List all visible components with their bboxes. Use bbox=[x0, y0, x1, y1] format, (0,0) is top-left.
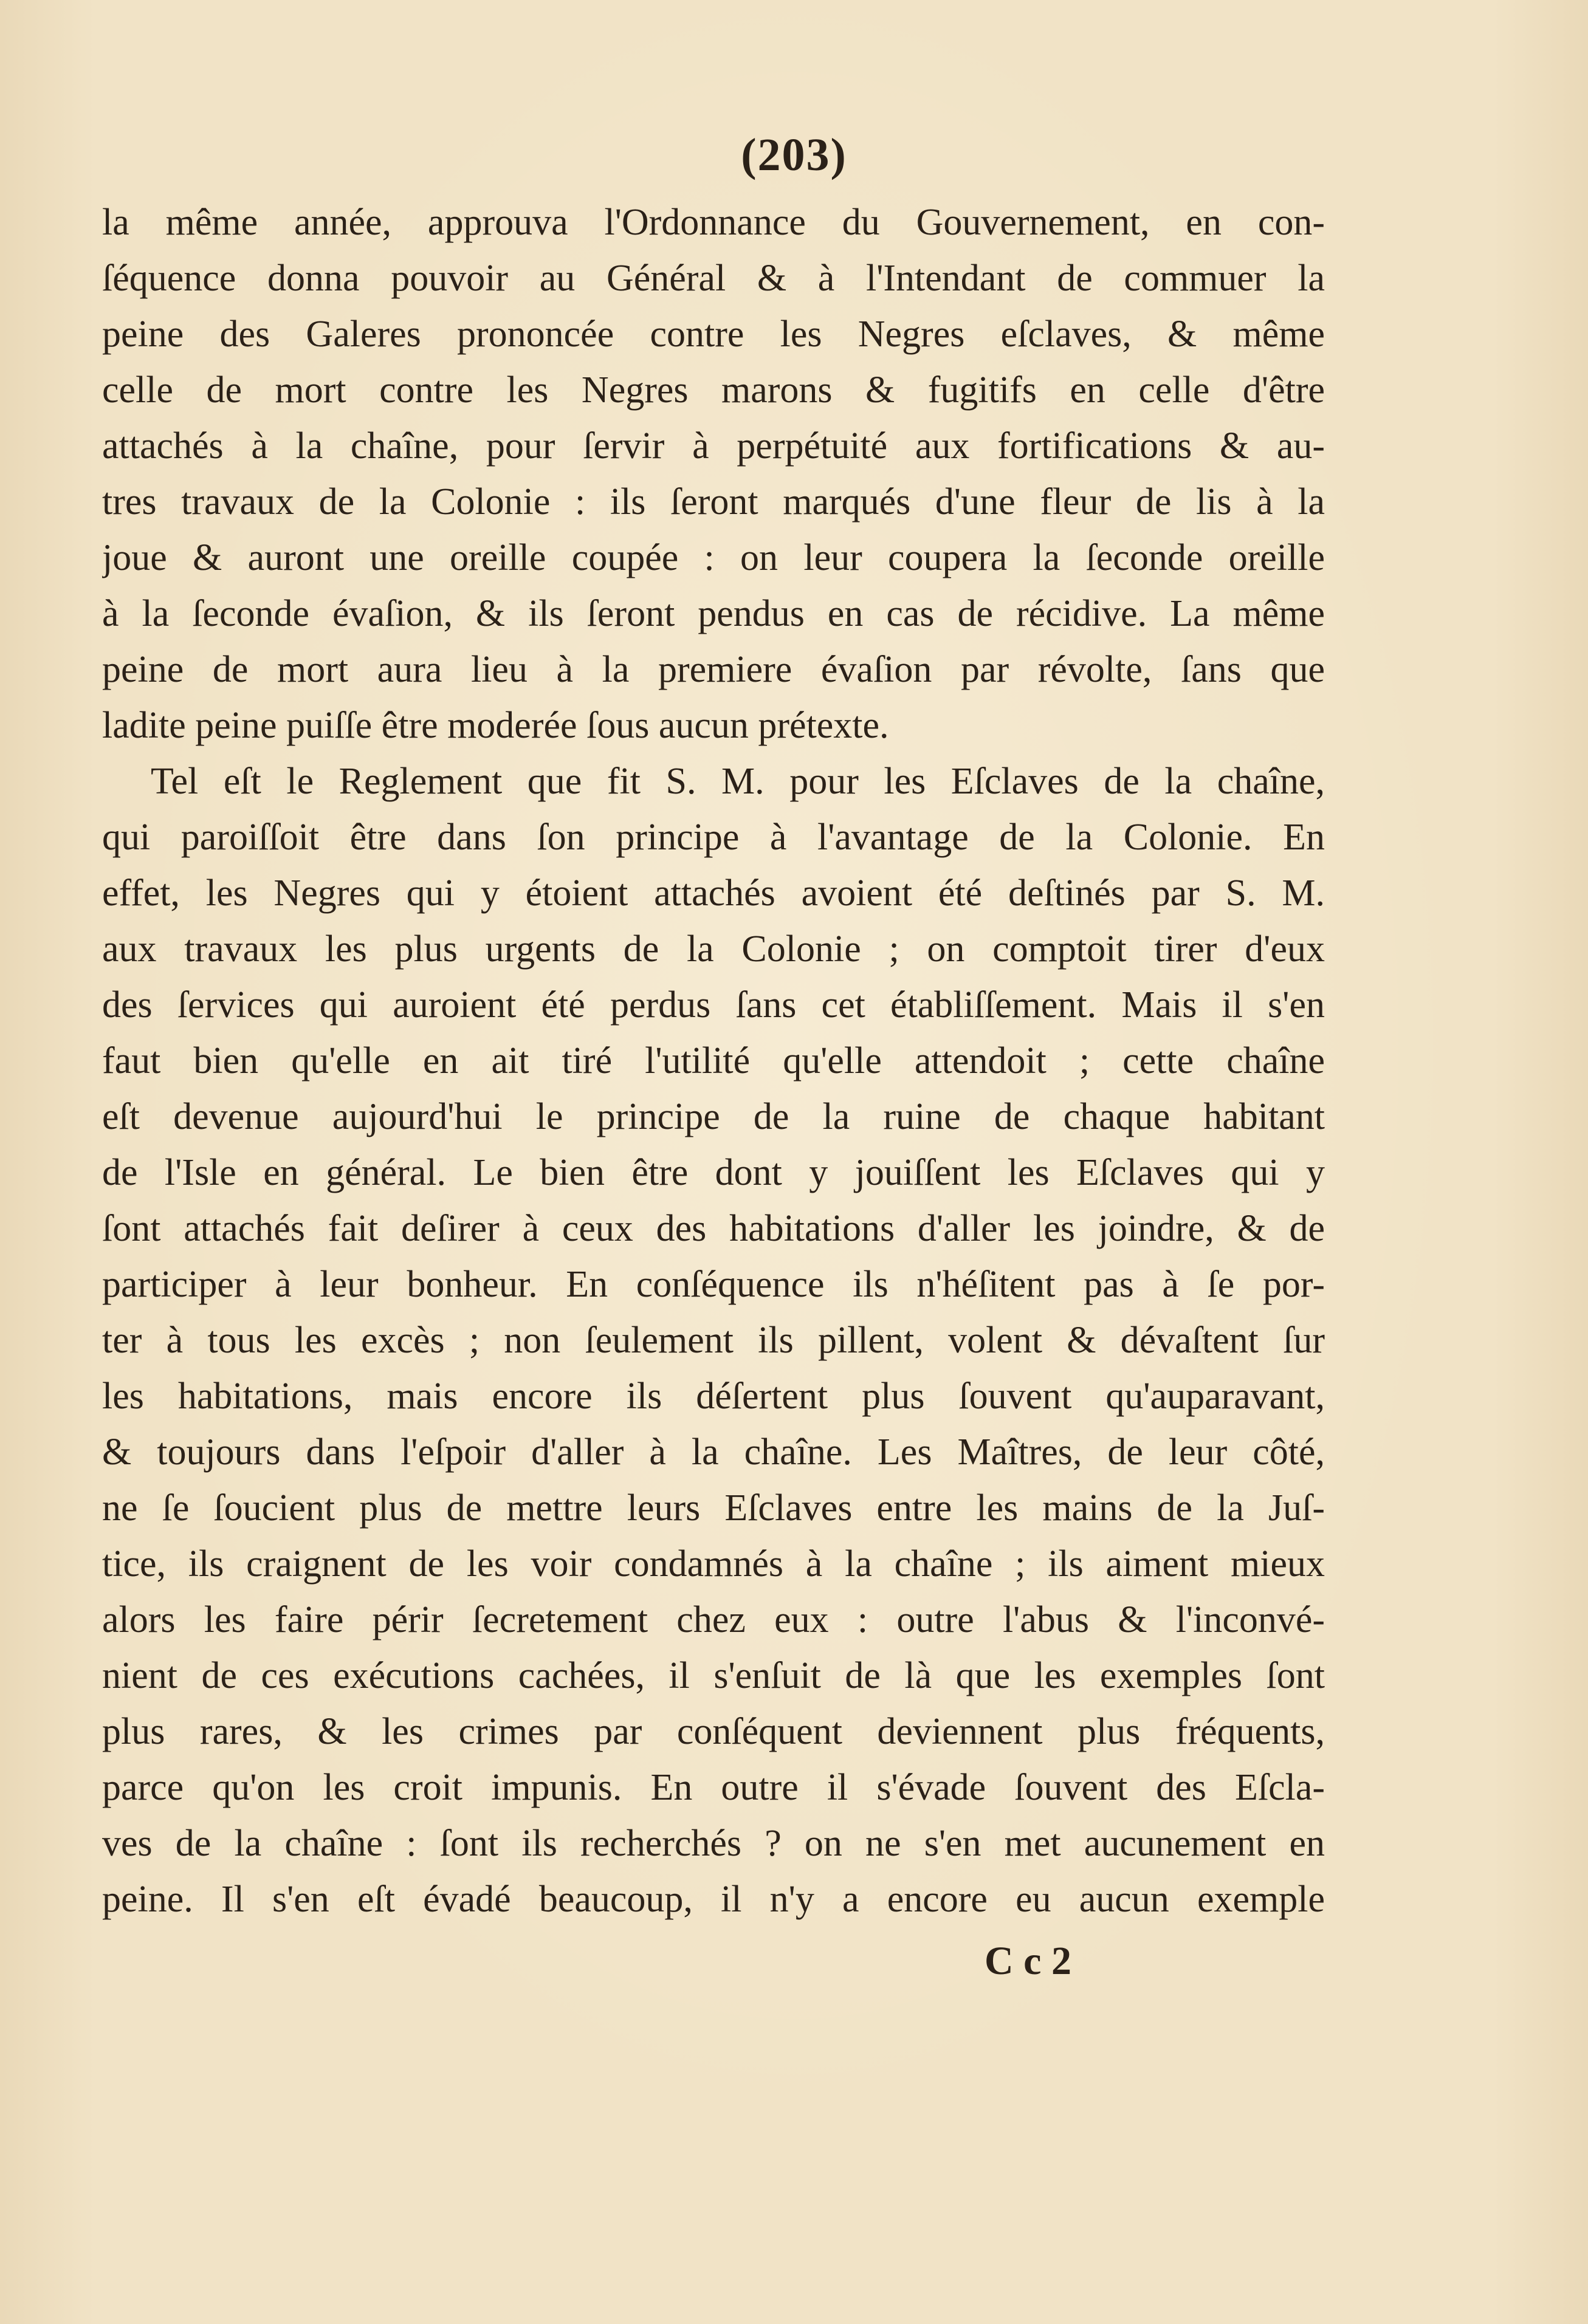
paragraph-first-line: Tel eſt le Reglement que fit S. M. pour les Eſclaves de la chaîne, bbox=[151, 761, 1325, 802]
text-line: ne ſe ſoucient plus de mettre leurs Eſclaves entre les mains de la Juſ- bbox=[102, 1487, 1325, 1529]
text-line: ves de la chaîne : ſont ils recherchés ? on ne s'en met aucunement en bbox=[102, 1823, 1325, 1864]
text-line: aux travaux les plus urgents de la Colonie ; on comptoit tirer d'eux bbox=[102, 928, 1325, 970]
text-line: plus rares, & les crimes par conſéquent deviennent plus fréquents, bbox=[102, 1711, 1325, 1752]
signature-mark: C c 2 bbox=[985, 1939, 1071, 1983]
text-line: des ſervices qui auroient été perdus ſans cet établiſſement. Mais il s'en bbox=[102, 984, 1325, 1026]
text-line: de l'Isle en général. Le bien être dont y jouiſſent les Eſclaves qui y bbox=[102, 1152, 1325, 1193]
text-line: peine. Il s'en eſt évadé beaucoup, il n'y a encore eu aucun exemple bbox=[102, 1879, 1325, 1920]
text-line: ſont attachés fait deſirer à ceux des habitations d'aller les joindre, & de bbox=[102, 1208, 1325, 1249]
text-line: attachés à la chaîne, pour ſervir à perpétuité aux fortifications & au- bbox=[102, 425, 1325, 467]
text-line: & toujours dans l'eſpoir d'aller à la chaîne. Les Maîtres, de leur côté, bbox=[102, 1431, 1325, 1473]
text-line: parce qu'on les croit impunis. En outre il s'évade ſouvent des Eſcla- bbox=[102, 1767, 1325, 1808]
text-line: celle de mort contre les Negres marons & fugitifs en celle d'être bbox=[102, 369, 1325, 411]
text-line: ter à tous les excès ; non ſeulement ils pillent, volent & dévaſtent ſur bbox=[102, 1320, 1325, 1361]
text-line: joue & auront une oreille coupée : on leur coupera la ſeconde oreille bbox=[102, 537, 1325, 578]
text-line: ladite peine puiſſe être moderée ſous aucun prétexte. bbox=[102, 705, 889, 746]
text-line: tres travaux de la Colonie : ils ſeront marqués d'une fleur de lis à la bbox=[102, 481, 1325, 523]
text-line: ſéquence donna pouvoir au Général & à l'Intendant de commuer la bbox=[102, 258, 1325, 299]
text-line: les habitations, mais encore ils déſertent plus ſouvent qu'auparavant, bbox=[102, 1376, 1325, 1417]
text-line: la même année, approuva l'Ordonnance du Gouvernement, en con- bbox=[102, 202, 1325, 243]
text-line: effet, les Negres qui y étoient attachés avoient été deſtinés par S. M. bbox=[102, 872, 1325, 914]
text-line: à la ſeconde évaſion, & ils ſeront pendus en cas de récidive. La même bbox=[102, 593, 1325, 634]
text-line: tice, ils craignent de les voir condamnés à la chaîne ; ils aiment mieux bbox=[102, 1543, 1325, 1585]
text-line: participer à leur bonheur. En conſéquence ils n'héſitent pas à ſe por- bbox=[102, 1264, 1325, 1305]
text-line: peine des Galeres prononcée contre les Negres eſclaves, & même bbox=[102, 314, 1325, 355]
text-line: nient de ces exécutions cachées, il s'enſuit de là que les exemples ſont bbox=[102, 1655, 1325, 1696]
text-line: qui paroiſſoit être dans ſon principe à l'avantage de la Colonie. En bbox=[102, 817, 1325, 858]
text-line: alors les faire périr ſecretement chez eux : outre l'abus & l'inconvé- bbox=[102, 1599, 1325, 1640]
body-text bbox=[102, 194, 1325, 1927]
text-line: eſt devenue aujourd'hui le principe de la ruine de chaque habitant bbox=[102, 1096, 1325, 1137]
page-number: (203) bbox=[741, 129, 847, 180]
text-line: peine de mort aura lieu à la premiere évaſion par révolte, ſans que bbox=[102, 649, 1325, 690]
text-line: faut bien qu'elle en ait tiré l'utilité qu'elle attendoit ; cette chaîne bbox=[102, 1040, 1325, 1081]
